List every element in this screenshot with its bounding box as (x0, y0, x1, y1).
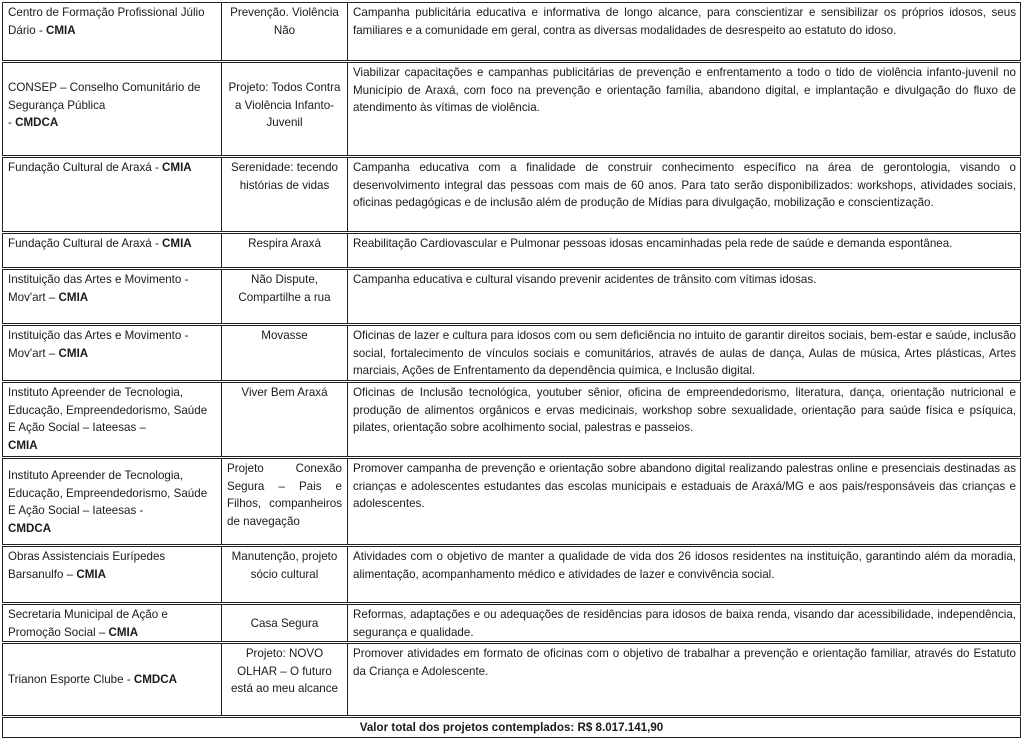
project-name-cell: Respira Araxá (222, 234, 348, 267)
table-row (2, 458, 1021, 544)
organization-cell: Instituto Apreender de Tecnologia, Educação, Empreendedorismo, Saúde E Ação Social – Iateesas – CMIA (3, 383, 222, 456)
organization-cell: CONSEP – Conselho Comunitário de Segurança Pública - CMDCA (3, 63, 222, 155)
table-row (2, 325, 1021, 380)
project-name-cell: Casa Segura (222, 605, 348, 641)
project-name-cell: Projeto: Todos Contra a Violência Infanto-Juvenil (222, 63, 348, 155)
organization-cell: Instituição das Artes e Movimento - Mov'art – CMIA (3, 270, 222, 323)
description-cell: Promover atividades em formato de oficinas com o objetivo de trabalhar a prevenção e orientação familiar, através do Estatuto da Criança e Adolescente. (353, 647, 1016, 678)
project-name-cell: Projeto: NOVO OLHAR – O futuro está ao meu alcance (222, 644, 348, 715)
organization-cell: Trianon Esporte Clube - CMDCA (3, 644, 222, 715)
description-cell: Campanha educativa e cultural visando prevenir acidentes de trânsito com vítimas idosas. (353, 273, 817, 286)
table-row (2, 382, 1021, 456)
project-name-cell: Serenidade: tecendo histórias de vidas (222, 158, 348, 231)
organization-cell: Obras Assistenciais Eurípedes Barsanulfo – CMIA (3, 547, 222, 602)
table-row (2, 2, 1021, 60)
organization-cell: Instituto Apreender de Tecnologia, Educação, Empreendedorismo, Saúde E Ação Social – Iateesas - CMDCA (3, 459, 222, 544)
table-row (2, 269, 1021, 323)
organization-cell: Centro de Formação Profissional Júlio Dário - CMIA (3, 3, 222, 60)
project-name-cell: Prevenção. Violência Não (222, 3, 348, 60)
projects-table (2, 2, 1021, 738)
total-value-row: Valor total dos projetos contemplados: R$ 8.017.141,90 (2, 717, 1021, 738)
table-row (2, 546, 1021, 602)
description-cell: Campanha educativa com a finalidade de construir conhecimento específico na área de gerontologia, visando o desenvolvimento integral das pessoas com mais de 60 anos. Para tato serão disponibilizados: workshops, atividades sociais, oficinas pedagógicas e de inclusão além de produção de Mídias para divulgação, mobilização e conscientização. (353, 161, 1016, 210)
table-row (2, 643, 1021, 715)
project-name-cell: Não Dispute, Compartilhe a rua (222, 270, 348, 323)
table-row (2, 157, 1021, 231)
table-row (2, 233, 1021, 267)
organization-cell: Fundação Cultural de Araxá - CMIA (3, 234, 222, 267)
description-cell: Oficinas de Inclusão tecnológica, youtuber sênior, oficina de empreendedorismo, literatura, dança, orientação nutricional e produção de alimentos orgânicos e ervas medicinais, workshop sobre sexualidade, orientação para saúde física e psíquica, pilates, orientação sobre acolhimento social, palestras e passeios. (353, 386, 1016, 435)
project-name-cell: Projeto Conexão Segura – Pais e Filhos, companheiros de navegação (222, 459, 348, 544)
description-cell: Reformas, adaptações e ou adequações de residências para idosos de baixa renda, visando dar acessibilidade, independência, segurança e qualidade. (353, 608, 1016, 639)
description-cell: Oficinas de lazer e cultura para idosos com ou sem deficiência no intuito de garantir direitos sociais, bem-estar e saúde, inclusão social, fortalecimento de vínculos sociais e comunitários, através de aulas de dança, Aulas de música, Artes plásticas, Artes marciais, Ações de Enfrentamento da dependência química, e Inclusão digital. (353, 329, 1016, 378)
project-name-cell: Viver Bem Araxá (222, 383, 348, 456)
organization-cell: Secretaria Municipal de Ação e Promoção Social – CMIA (3, 605, 222, 641)
description-cell: Promover campanha de prevenção e orientação sobre abandono digital realizando palestras online e presenciais destinadas as crianças e adolescentes estudantes das escolas municipais e estaduais de Araxá/MG e aos pais/responsáveis das crianças e adolescentes. (353, 462, 1016, 511)
description-cell: Reabilitação Cardiovascular e Pulmonar pessoas idosas encaminhadas pela rede de saúde e demanda espontânea. (353, 237, 953, 250)
project-name-cell: Movasse (222, 326, 348, 380)
description-cell: Campanha publicitária educativa e informativa de longo alcance, para conscientizar e sensibilizar os próprios idosos, seus familiares e a comunidade em geral, contra as diversas modalidades de desrespeito ao estatuto do idoso. (353, 6, 1016, 37)
organization-cell: Fundação Cultural de Araxá - CMIA (3, 158, 222, 231)
description-cell: Atividades com o objetivo de manter a qualidade de vida dos 26 idosos residentes na instituição, garantindo além da moradia, alimentação, acompanhamento médico e atividades de lazer e convivência social. (353, 550, 1016, 581)
table-row (2, 604, 1021, 641)
organization-cell: Instituição das Artes e Movimento - Mov'art – CMIA (3, 326, 222, 380)
project-name-cell: Manutenção, projeto sócio cultural (222, 547, 348, 602)
description-cell: Viabilizar capacitações e campanhas publicitárias de prevenção e enfrentamento a todo o tido de violência infanto-juvenil no Município de Araxá, com foco na prevenção e orientação família, abandono digital, e implantação e divulgação do fluxo de atendimento às vítimas de violência. (353, 66, 1016, 115)
table-row (2, 62, 1021, 155)
